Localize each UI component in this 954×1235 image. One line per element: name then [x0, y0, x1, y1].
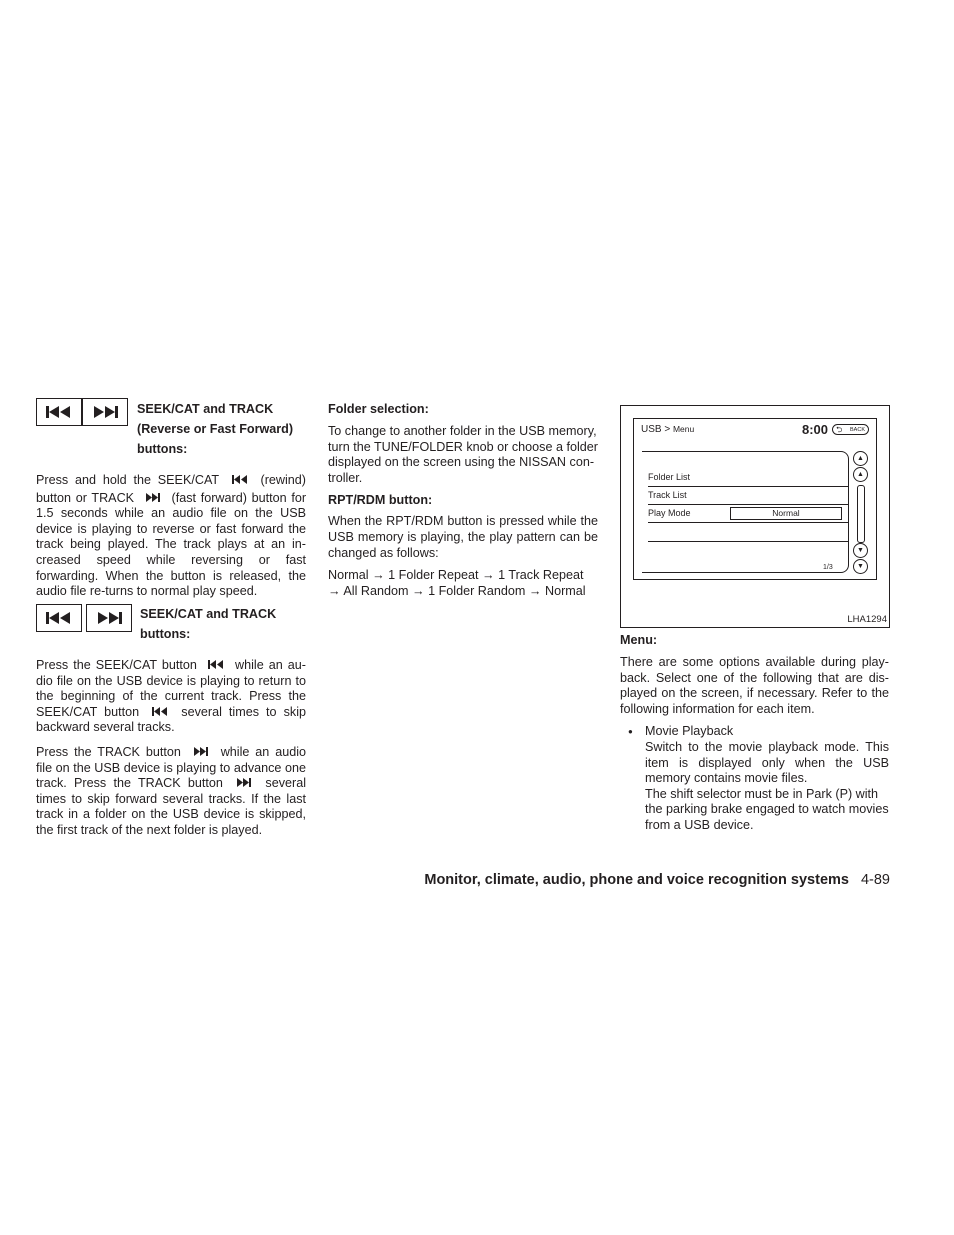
list-item-track: [648, 487, 848, 505]
scroll-up-icon: ▲: [853, 467, 868, 482]
seek-track-paragraph-2: [36, 658, 306, 839]
heading-line: SEEK/CAT and TRACK: [137, 402, 274, 416]
list-item-folder: [648, 469, 848, 487]
page-down-icon: ▼: [853, 559, 868, 574]
item-label: Play Mode: [648, 508, 691, 518]
seek-track-paragraph-1: [36, 473, 306, 600]
scroll-down-icon: ▼: [853, 543, 868, 558]
heading-line: SEEK/CAT and TRACK: [140, 607, 277, 621]
back-button: [832, 424, 869, 435]
text: 1.5 seconds while an audio file on the USB device is playing to reverse or fast forward the track being played. The track plays at an in-creased speed while reversing or fast forwarding. When the button is released, the audio file re-turns to normal play speed.: [36, 506, 306, 599]
seek-track-heading-1: [137, 399, 317, 459]
text: Press the TRACK button: [36, 744, 181, 759]
text: button or TRACK: [36, 490, 135, 505]
bullet-text: The shift selector must be in Park (P) with the parking brake engaged to watch movies from a USB device.: [645, 786, 889, 832]
fast-forward-icon: [193, 747, 209, 756]
clock: 8:00: [802, 422, 829, 437]
heading-line: (Reverse or Fast Forward): [137, 422, 294, 436]
text: Press the SEEK/CAT button: [36, 658, 197, 672]
text: Press and hold the SEEK/CAT: [36, 473, 219, 487]
menu-heading: Menu:: [620, 633, 658, 647]
play-pattern-sequence: Normal → 1 Folder Repeat → 1 Track Repeat → All Random → 1 Folder Random → Normal: [328, 568, 586, 598]
seek-track-heading-2: [140, 604, 310, 644]
seek-track-button-pair-1: [36, 398, 128, 426]
folder-selection-text: To change to another folder in the USB memory, turn the TUNE/FOLDER knob or choose a folder displayed on the screen using the NISSAN con-troller.: [328, 424, 598, 485]
play-mode-value: Normal: [730, 507, 842, 520]
text: several times to skip backward several tracks.: [36, 704, 306, 735]
fast-forward-button-icon: [86, 604, 132, 632]
rewind-button-icon: [36, 398, 82, 426]
seek-track-button-pair-2: [36, 604, 132, 632]
heading-line: buttons:: [137, 442, 188, 456]
usb-menu-figure: [620, 405, 890, 628]
right-column: [620, 630, 889, 834]
text: (rewind): [260, 473, 307, 487]
title-menu: Menu: [672, 424, 695, 434]
text: while an au-dio file on the USB device is playing to return to the beginning of the current track. Press the SEEK/CAT button: [36, 658, 307, 719]
page-indicator: 1/3: [823, 564, 833, 571]
title-separator: >: [664, 424, 671, 435]
figure-code: LHA1294: [847, 614, 887, 625]
text: several times to skip forward several tracks. If the last track in a folder on the USB device is skipped, the first track of the next folder is played.: [36, 776, 307, 837]
bullet-text: Switch to the movie playback mode. This item is displayed only when the USB memory contains movie files.: [645, 739, 889, 786]
page-number: 4-89: [860, 872, 890, 888]
middle-column: [328, 399, 598, 599]
list-item-play-mode: [648, 505, 848, 523]
screen-title: [641, 424, 694, 435]
item-label: Track List: [648, 490, 687, 500]
bullet-title: ● Movie Playback: [645, 724, 734, 739]
scrollbar: [857, 485, 865, 543]
title-usb: USB: [641, 424, 662, 435]
section-title: Monitor, climate, audio, phone and voice recognition systems: [424, 872, 849, 888]
fast-forward-button-icon: [82, 398, 128, 426]
back-label: BACK: [850, 427, 865, 433]
text: (fast forward) button for: [171, 490, 307, 505]
usb-menu-screen: [633, 418, 877, 580]
page-up-icon: ▲: [853, 451, 868, 466]
folder-selection-heading: Folder selection:: [328, 402, 429, 416]
rewind-icon: [152, 707, 168, 716]
fast-forward-icon: [236, 778, 252, 787]
fast-forward-icon: [145, 493, 161, 502]
menu-list: [642, 451, 849, 573]
rewind-icon: [208, 660, 224, 669]
list-item-empty: [648, 523, 848, 542]
menu-text: There are some options available during play-back. Select one of the following that are dis-played on the screen, if necessary. Refer to the following information for each item.: [620, 655, 889, 716]
back-arrow-icon: ⮌: [836, 425, 843, 434]
page-footer: [424, 872, 890, 888]
text: while an audio file on the USB device is playing to advance one track. Press the TRACK button: [36, 744, 307, 791]
heading-line: buttons:: [140, 627, 191, 641]
rewind-icon: [232, 475, 248, 484]
list-item: [620, 724, 889, 833]
item-label: Folder List: [648, 472, 691, 482]
rpt-rdm-text: When the RPT/RDM button is pressed while the USB memory is playing, the play pattern can be changed as follows:: [328, 514, 598, 560]
rewind-button-icon: [36, 604, 82, 632]
rpt-rdm-heading: RPT/RDM button:: [328, 493, 433, 508]
menu-options-list: [620, 724, 889, 833]
